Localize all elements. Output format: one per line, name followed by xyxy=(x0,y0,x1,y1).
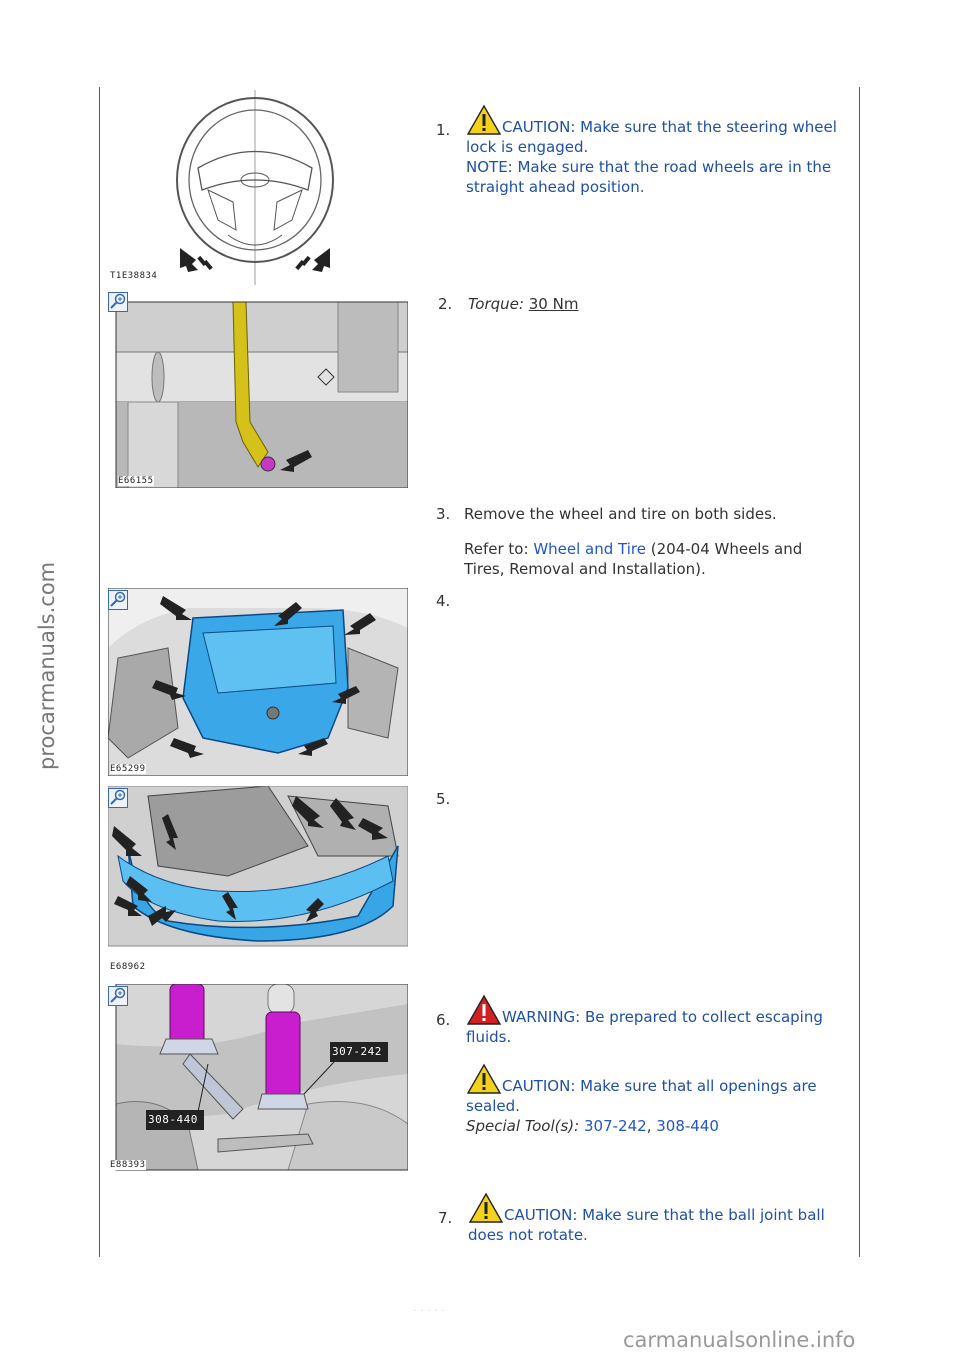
special-tools-label: Special Tool(s): xyxy=(466,1117,580,1135)
frame-left-rule xyxy=(99,87,100,1257)
warning-icon xyxy=(466,994,502,1026)
figure-steering-wheel xyxy=(108,90,408,285)
step-number: 3. xyxy=(436,505,451,523)
figure-code: T1E38834 xyxy=(110,271,158,281)
figure-code: E68962 xyxy=(110,962,146,972)
note-text: NOTE: Make sure that the road wheels are in the straight ahead position. xyxy=(466,158,832,196)
figure-underbody-shield xyxy=(108,588,408,776)
special-tools-line xyxy=(466,1116,846,1136)
step-number: 7. xyxy=(438,1209,453,1227)
tool-separator: , xyxy=(646,1117,652,1135)
refer-label: Refer to: xyxy=(464,540,529,558)
warning-text: WARNING: Be prepared to collect escaping fluids. xyxy=(466,1008,823,1046)
torque-label: Torque: xyxy=(468,295,524,313)
callout-307-242: 307-242 xyxy=(332,1045,382,1058)
figure-front-undertray xyxy=(108,786,408,974)
figure-code: E66155 xyxy=(118,476,154,486)
caution-icon xyxy=(466,1063,502,1095)
step-number: 4. xyxy=(436,592,451,610)
tool-308-440-link[interactable]: 308-440 xyxy=(656,1117,719,1135)
step-number: 2. xyxy=(438,295,453,313)
caution-icon xyxy=(466,104,502,136)
faint-page-marker: · · · · · xyxy=(413,1304,445,1317)
step-number: 1. xyxy=(436,121,451,139)
zoom-icon[interactable] xyxy=(108,292,128,312)
bottom-watermark: carmanualsonline.info xyxy=(623,1328,856,1352)
caution-text: CAUTION: Make sure that all openings are sealed. xyxy=(466,1077,817,1115)
frame-right-rule xyxy=(859,87,860,1257)
torque-value[interactable]: 30 Nm xyxy=(528,295,579,313)
step-number: 6. xyxy=(436,1011,451,1029)
reference-line xyxy=(464,539,844,579)
side-watermark: procarmanuals.com xyxy=(35,561,59,770)
caution-icon xyxy=(468,1192,504,1224)
figure-steering-column xyxy=(108,292,408,488)
tool-307-242-link[interactable]: 307-242 xyxy=(584,1117,647,1135)
zoom-icon[interactable] xyxy=(108,590,128,610)
figure-code: E88393 xyxy=(110,1160,146,1170)
callout-308-440: 308-440 xyxy=(148,1113,198,1126)
step-number: 5. xyxy=(436,790,451,808)
caution-text: CAUTION: Make sure that the steering wheel lock is engaged. xyxy=(466,118,837,156)
zoom-icon[interactable] xyxy=(108,788,128,808)
figure-code: E65299 xyxy=(110,764,146,774)
reference-detail: (204-04 Wheels and Tires, Removal and Installation). xyxy=(464,540,803,578)
figure-special-tools xyxy=(108,984,408,1172)
zoom-icon[interactable] xyxy=(108,986,128,1006)
caution-text: CAUTION: Make sure that the ball joint ball does not rotate. xyxy=(468,1206,825,1244)
step-instruction: Remove the wheel and tire on both sides. xyxy=(464,505,777,523)
wheel-and-tire-link[interactable]: Wheel and Tire xyxy=(533,540,646,558)
